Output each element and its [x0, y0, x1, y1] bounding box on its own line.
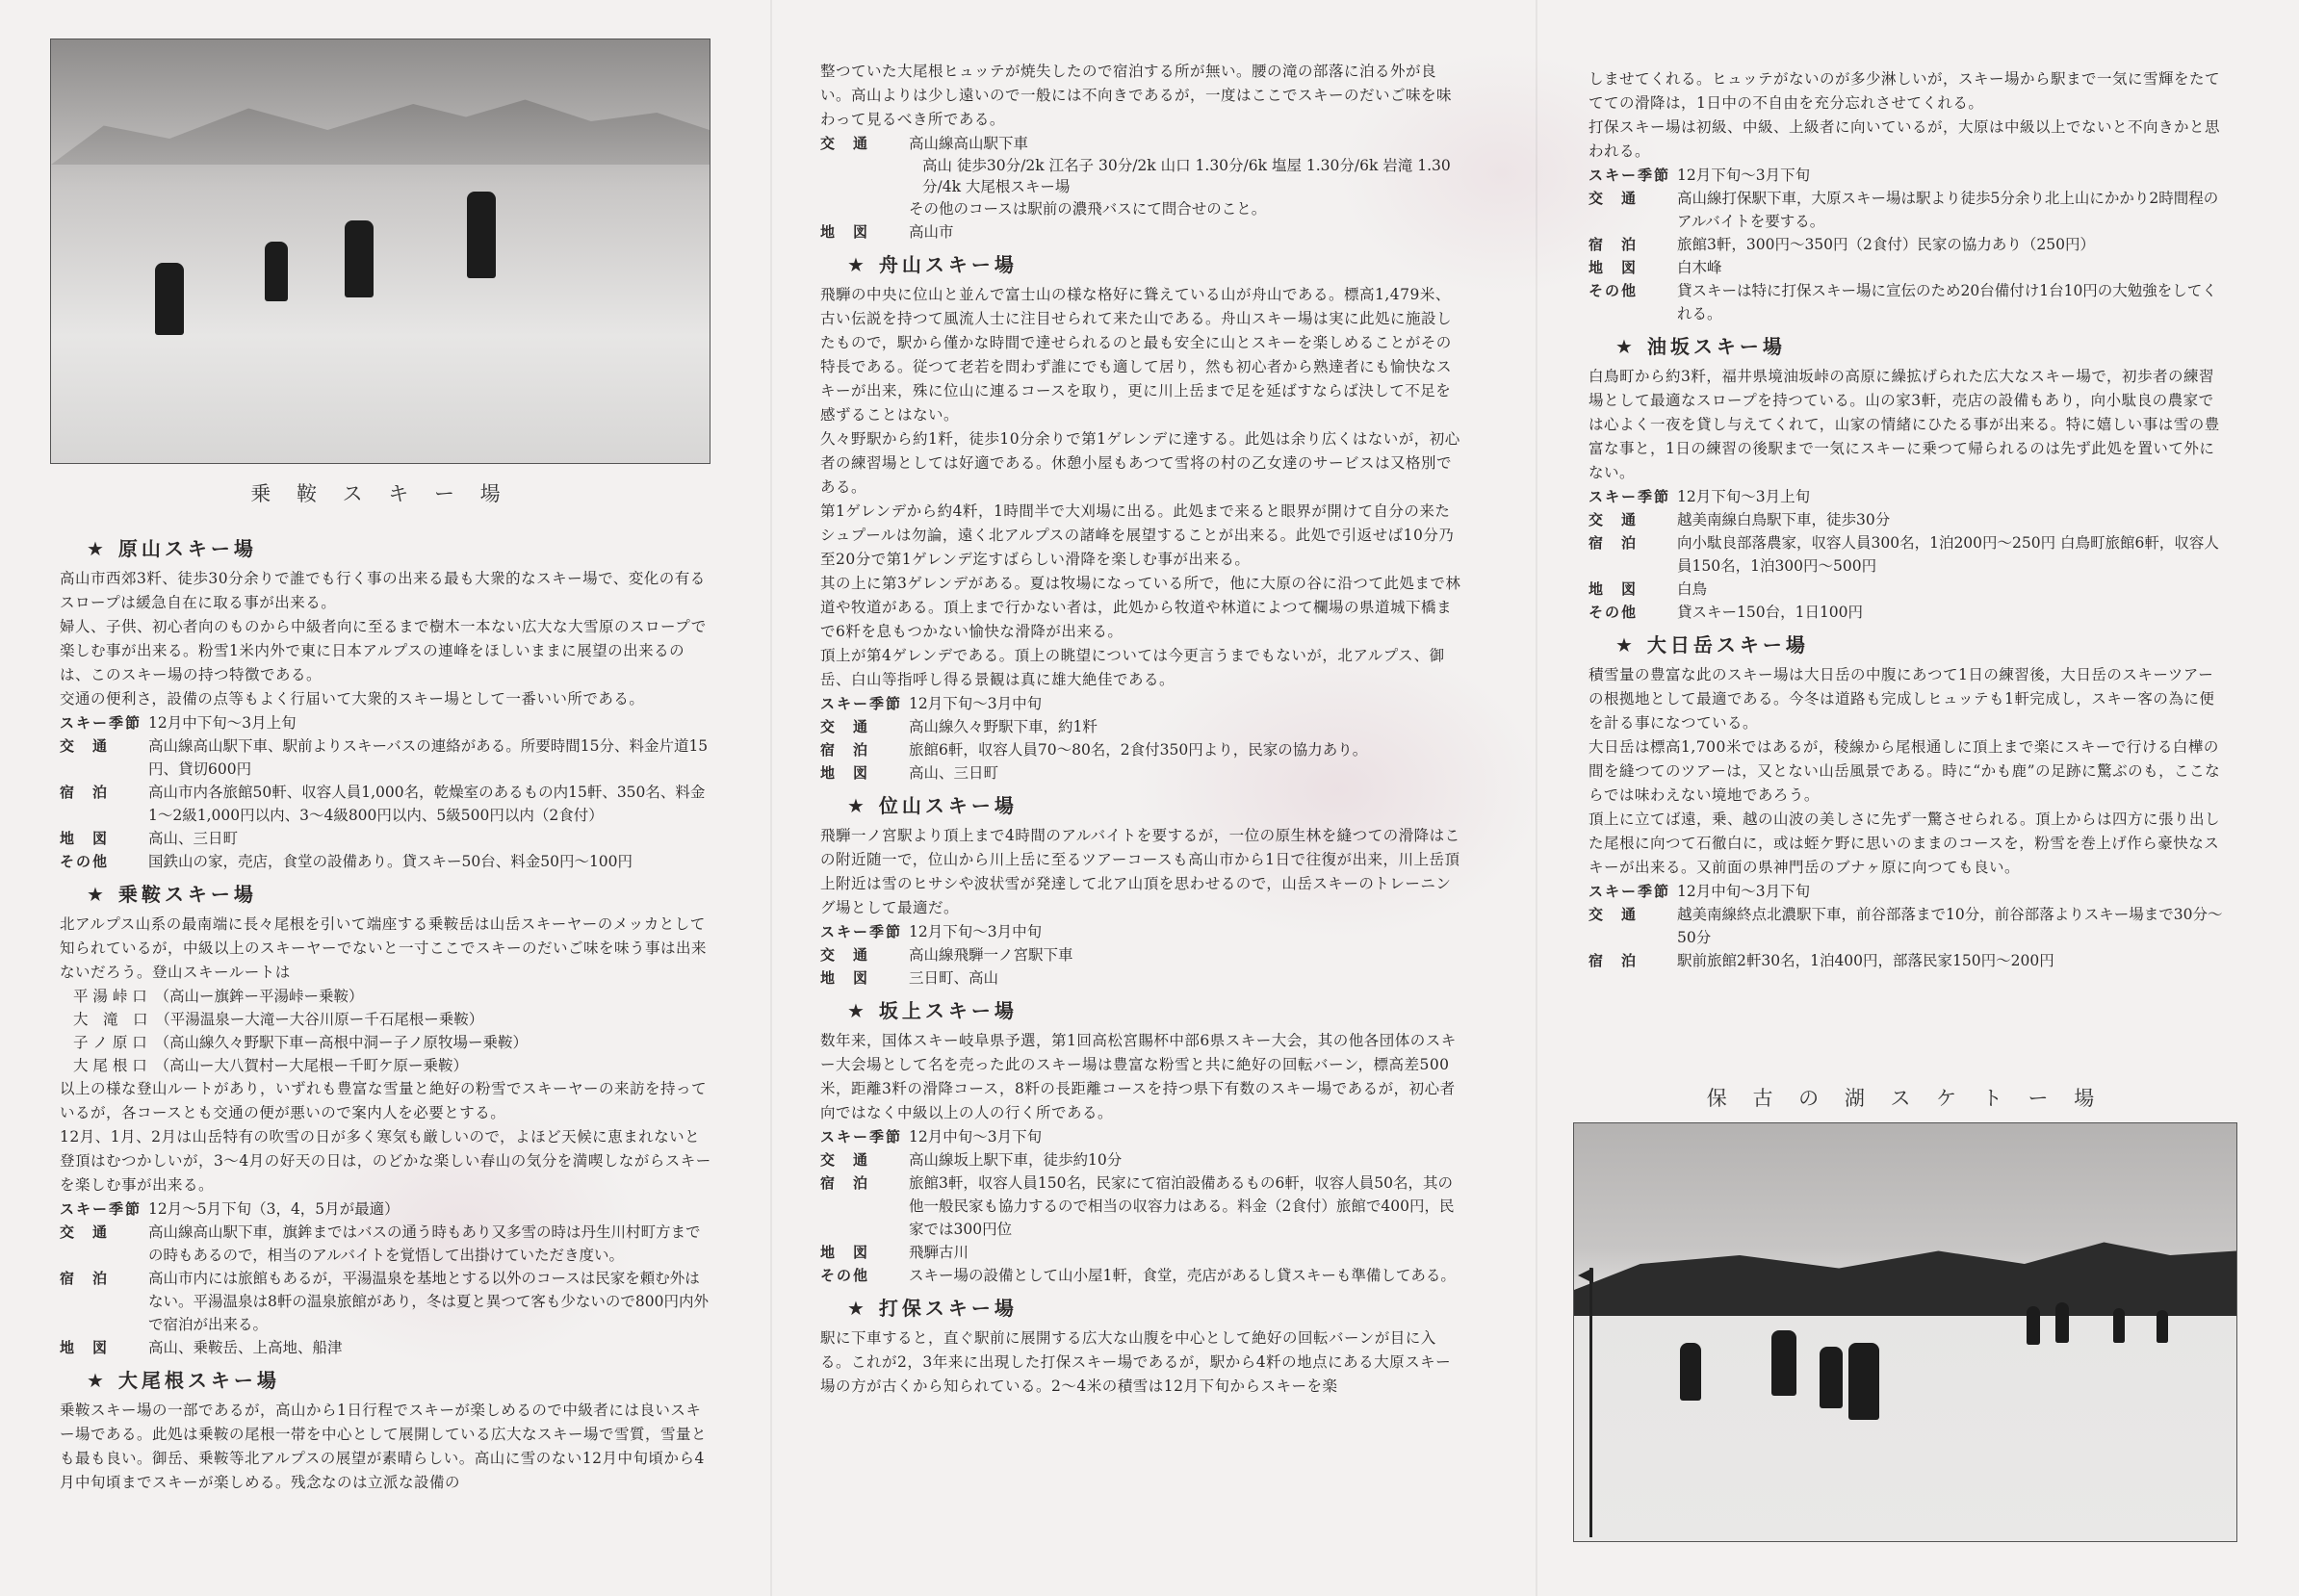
skater-figure — [1771, 1330, 1796, 1396]
info-value: 高山、三日町 — [148, 830, 239, 847]
info-value: 12月下旬〜3月中旬 — [909, 695, 1043, 712]
info-value: 高山市内各旅館50軒、収容人員1,000名，乾燥室のあるもの内15軒、350名、料金1〜2級1,000円以内、3〜4級800円以内、5級500円以内（2食付） — [148, 784, 706, 824]
info-key: 地 図 — [1589, 259, 1639, 276]
norikura-paragraph: 北アルプス山系の最南端に長々尾根を引いて端座する乗鞍岳は山岳スキーヤーのメッカとして知られているが，中級以上のスキーヤーでないと一寸ここでスキーのだいご味を味う事は出来ないだろう。登山スキールートは — [60, 915, 708, 981]
info-value: 白鳥 — [1677, 580, 1708, 598]
info-value: 貸スキー150台，1日100円 — [1677, 604, 1864, 621]
info-key: 交 通 — [820, 718, 870, 735]
skier-figure — [345, 220, 374, 297]
harayama-paragraph: 高山市西郊3粁、徒歩30分余りで誰でも行く事の出来る最も大衆的なスキー場で、変化の有るスロープは緩急自在に取る事が出来る。 — [60, 570, 706, 611]
info-key: スキー季節 — [1589, 883, 1671, 900]
info-value: 12月〜5月下旬（3，4，5月が最適） — [148, 1200, 400, 1218]
sakagami-paragraph: 数年来，国体スキー岐阜県予選，第1回高松宮賜杯中部6県スキー大会，其の他各団体のスキー大会場として名を売った此のスキー場は豊富な粉雪と共に絶好の回転バーン，標高差500米，距離3粁の滑降コース，8粁の長距離コースを持つ県下有数のスキー場であるが，初心者向ではなく中級以上の人の行く所である。 — [820, 1032, 1457, 1121]
skater-figure — [1848, 1343, 1879, 1420]
info-key: 地 図 — [820, 969, 870, 987]
info-value: 越美南線白鳥駅下車，徒歩30分 — [1677, 511, 1891, 528]
info-key: 交 通 — [820, 946, 870, 964]
info-value: 12月下旬〜3月中旬 — [909, 923, 1043, 940]
info-key: 交 通 — [60, 1223, 110, 1241]
fold-line — [770, 0, 772, 1596]
harayama-paragraph: 婦人、子供、初心者向のものから中級者向に至るまで樹木一本ない広大な大雪原のスロープで楽しむ事が出来る。粉雪1米内外で東に日本アルプスの連峰をほしいままに展望の出来るのは、このスキー場の持つ特徴である。 — [60, 618, 707, 683]
info-key: スキー季節 — [60, 1200, 142, 1218]
info-key: 交 通 — [1589, 906, 1639, 923]
info-key: スキー季節 — [820, 923, 903, 940]
oone-info — [820, 132, 1465, 244]
info-key — [820, 197, 909, 220]
info-key: 交 通 — [820, 1151, 870, 1169]
flag-pole — [1589, 1268, 1592, 1537]
info-key: スキー季節 — [820, 695, 903, 712]
info-key: 地 図 — [820, 1244, 870, 1261]
middle-column — [820, 60, 1465, 1399]
norikura-photo — [50, 39, 710, 464]
hoko-lake-photo-caption: 保 古 の 湖 ス ケ ト ー 場 — [1706, 1087, 2105, 1110]
route-item: 大 尾 根 口 （高山ー大八賀村ー大尾根ー千町ケ原ー乗鞍） — [73, 1057, 469, 1074]
route-item: 子 ノ 原 口 （高山線久々野駅下車ー高根中洞ー子ノ原牧場ー乗鞍） — [73, 1034, 529, 1051]
skater-figure — [2055, 1302, 2069, 1343]
info-key: 交 通 — [820, 135, 870, 152]
oone-continued-paragraph: 整つていた大尾根ヒュッテが焼失したので宿泊する所が無い。腰の滝の部落に泊る外が良い。高山よりは少し遠いので一般には不向きであるが，一度はここでスキーのだいご味を味わって見るべき所である。 — [820, 63, 1453, 128]
route-item: 大 滝 口 （平湯温泉ー大滝ー大谷川原ー千石尾根ー乗鞍） — [73, 1011, 484, 1028]
oone-paragraph: 乗鞍スキー場の一部であるが，高山から1日行程でスキーが楽しめるので中級者には良いスキー場である。此処は乗鞍の尾根一帯を中心として展開している広大なスキー場で雪質，雪量とも最も良い。御岳、乗鞍等北アルプスの展望が素晴らしい。高山に雪のない12月中旬頃から4月中旬頃までスキーが楽しめる。残念なのは立派な設備の — [60, 1402, 708, 1491]
info-value: 高山市 — [909, 223, 954, 241]
info-value: 高山線打保駅下車，大原スキー場は駅より徒歩5分余り北上山にかかり2時間程のアルバイトを要する。 — [1677, 190, 2219, 230]
info-value: 越美南線終点北濃駅下車，前谷部落まで10分，前谷部落よりスキー場まで30分〜50分 — [1677, 906, 2223, 946]
info-value: 高山市内には旅館もあるが，平湯温泉を基地とする以外のコースは民家を頼む外はない。平湯温泉は8軒の温泉旅館があり，冬は夏と異つて客も少ないので800円内外で宿泊が出来る。 — [148, 1270, 709, 1333]
norikura-info — [60, 1197, 714, 1359]
info-value: 12月中下旬〜3月上旬 — [148, 714, 297, 732]
skier-figure — [265, 242, 288, 301]
info-value: 駅前旅館2軒30名，1泊400円，部落民家150円〜200円 — [1677, 952, 2054, 969]
flag-icon — [1578, 1268, 1593, 1283]
info-value: 12月中旬〜3月下旬 — [909, 1128, 1043, 1146]
sakagami-info — [820, 1125, 1465, 1287]
info-value: 高山線坂上駅下車，徒歩約10分 — [909, 1151, 1123, 1169]
fold-line — [1536, 0, 1537, 1596]
info-value: 高山、乗鞍岳、上高地、船津 — [148, 1339, 343, 1356]
kuraiyama-info — [820, 920, 1465, 990]
info-value: 旅館3軒，300円〜350円（2食付）民家の協力あり（250円） — [1677, 236, 2095, 253]
skater-figure — [2113, 1308, 2125, 1343]
info-key: その他 — [1589, 604, 1639, 621]
skater-figure — [1820, 1347, 1843, 1408]
info-key: スキー季節 — [820, 1128, 903, 1146]
info-value: 高山、三日町 — [909, 764, 999, 782]
info-value: 12月下旬〜3月上旬 — [1677, 488, 1811, 505]
aburazaka-paragraph: 白鳥町から約3粁，福井県境油坂峠の高原に繰拡げられた広大なスキー場で，初歩者の練習場として最適なスロープを持つている。山の家3軒，売店の設備もあり，向小駄良の農家では心よく一夜を貸し与えてくれて，山家の情緒にひたる事が出来る。特に嬉しい事は雪の豊富な事と，1日の練習の後駅まで一気にスキーに乗つて帰られるのは先ず此処を置いて外にない。 — [1589, 368, 2220, 481]
skater-figure — [1680, 1343, 1701, 1401]
funayama-paragraph: 久々野駅から約1粁，徒歩10分余りで第1ゲレンデに達する。此処は余り広くはないが，初心者の練習場としては好適である。休憩小屋もあつて雪将の村の乙女達のサービスは又格別である。 — [820, 430, 1460, 496]
info-key: 地 図 — [60, 830, 110, 847]
harayama-paragraph: 交通の便利さ，設備の点等もよく行届いて大衆的スキー場として一番いい所である。 — [60, 690, 645, 708]
info-key — [820, 155, 909, 197]
norikura-paragraph: 12月、1月、2月は山岳特有の吹雪の日が多く寒気も厳しいので，よほど天候に恵まれないと登頂はむつかしいが，3〜4月の好天の日は，のどかな楽しい春山の気分を満喫しながらスキーを楽しむ事が出来る。 — [60, 1128, 711, 1194]
info-key: 宿 泊 — [60, 784, 110, 801]
info-value: 高山線高山駅下車，旗鉾まではバスの通う時もあり又多雪の時は丹生川村町方までの時もあるので，相当のアルバイトを覚悟して出掛けていただき度い。 — [148, 1223, 701, 1264]
right-column — [1589, 67, 2228, 972]
info-value: 旅館3軒，収容人員150名，民家にて宿泊設備あるもの6軒，収容人員50名，其の他一般民家も協力するので相当の収容力はある。料金（2食付）旅館で400円，民家では300円位 — [909, 1174, 1455, 1238]
info-key: 地 図 — [60, 1339, 110, 1356]
info-key: その他 — [60, 853, 110, 870]
daho-title: ★ 打保スキー場 — [847, 1297, 1018, 1320]
info-key: 宿 泊 — [820, 1174, 870, 1192]
daho-info — [1589, 164, 2228, 325]
info-key: 地 図 — [820, 764, 870, 782]
info-value: 飛騨古川 — [909, 1244, 969, 1261]
info-key: 地 図 — [820, 223, 870, 241]
skier-figure — [467, 192, 496, 278]
skater-figure — [2157, 1310, 2168, 1343]
info-value: 国鉄山の家，売店，食堂の設備あり。貸スキー50台、料金50円〜100円 — [148, 853, 633, 870]
aburazaka-title: ★ 油坂スキー場 — [1615, 335, 1786, 358]
info-value: その他のコースは駅前の濃飛バスにて問合せのこと。 — [909, 200, 1267, 218]
harayama-section — [60, 528, 714, 1495]
ohinata-info — [1589, 880, 2228, 972]
info-value: 高山線高山駅下車 — [909, 135, 1029, 152]
info-key: 交 通 — [1589, 511, 1639, 528]
kuraiyama-title: ★ 位山スキー場 — [847, 794, 1018, 817]
route-formula: 高山 徒歩30分/2k 江名子 30分/2k 山口 1.30分/6k 塩屋 1.30分/6k 岩滝 1.30分/4k 大尾根スキー場 — [922, 157, 1451, 195]
ohinata-paragraph: 積雪量の豊富な此のスキー場は大日岳の中腹にあつて1日の練習後，大日岳のスキーツアーの根拠地として最適である。今冬は道路も完成しヒュッテも1軒完成し，スキー客の為に便を計る事になつている。 — [1589, 666, 2215, 732]
info-key: その他 — [1589, 282, 1639, 299]
sakagami-title: ★ 坂上スキー場 — [847, 999, 1018, 1022]
info-key: 宿 泊 — [1589, 534, 1639, 552]
info-value: 12月下旬〜3月下旬 — [1677, 167, 1811, 184]
info-value: 向小駄良部落農家，収容人員300名，1泊200円〜250円 白鳥町旅館6軒，収容人員150名，1泊300円〜500円 — [1677, 534, 2219, 575]
info-key: 宿 泊 — [60, 1270, 110, 1287]
info-key: 交 通 — [1589, 190, 1639, 207]
funayama-paragraph: 第1ゲレンデから約4粁，1時間半で大刈場に出る。此処まで来ると眼界が開けて自分の来たシュプールは勿論，遠く北アルプスの諸峰を展望することが出来る。此処で引返せば10分乃至20分で第1ゲレンデ迄すばらしい滑降を楽しむ事が出来る。 — [820, 502, 1455, 568]
info-key: 交 通 — [60, 737, 110, 755]
daho-continued-paragraph: しませてくれる。ヒュッテがないのが多少淋しいが，スキー場から駅まで一気に雪輝をたててての滑降は，1日中の不自由を充分忘れさせてくれる。 — [1589, 70, 2221, 112]
funayama-paragraph: 頂上が第4ゲレンデである。頂上の眺望については今更言うまでもないが，北アルプス、御岳、白山等指呼し得る景観は真に雄大絶佳である。 — [820, 647, 1445, 688]
info-key: その他 — [820, 1267, 870, 1284]
skier-figure — [155, 263, 184, 335]
info-value: 高山線久々野駅下車，約1粁 — [909, 718, 1098, 735]
info-value: 高山線高山駅下車、駅前よりスキーバスの連絡がある。所要時間15分、料金片道15円、貸切600円 — [148, 737, 709, 778]
norikura-photo-caption: 乗 鞍 ス キ ー 場 — [250, 482, 510, 505]
info-value: 貸スキーは特に打保スキー場に宣伝のため20台備付け1台10円の大勉強をしてくれる。 — [1677, 282, 2217, 322]
info-key: スキー季節 — [1589, 167, 1671, 184]
ohinata-paragraph: 大日岳は標高1,700米ではあるが，稜線から尾根通しに頂上まで楽にスキーで行ける白樺の間を縫つてのツアーは，又とない山岳風景である。時に“かも鹿”の足跡に驚ぶのも，ここならでは味わえない境地であろう。 — [1589, 738, 2221, 804]
funayama-paragraph: 飛騨の中央に位山と並んで富士山の様な格好に聳えている山が舟山である。標高1,479米、古い伝説を持つて風流人士に注目せられて来た山である。舟山スキー場は実に此処に施設したもので，駅から僅かな時間で達せられるのと最も安全に山とスキーを楽しめることがその特長である。従つて老若を問わず誰にでも適して居り，然も初心者から熟達者にも愉快なスキーが出来，殊に位山に連るコースを取り，更に川上岳まで足を延ばすならば決して不足を感ずることはない。 — [820, 286, 1453, 424]
info-value: スキー場の設備として山小屋1軒，食堂，売店があるし貸スキーも準備してある。 — [909, 1267, 1456, 1284]
funayama-info — [820, 692, 1465, 785]
route-item: 平 湯 峠 口 （高山ー旗鉾ー平湯峠ー乗鞍） — [73, 988, 364, 1005]
info-key: 地 図 — [1589, 580, 1639, 598]
norikura-routes — [73, 985, 714, 1077]
daho-continued-paragraph: 打保スキー場は初級、中級、上級者に向いているが，大原は中級以上でないと不向きかと思われる。 — [1589, 118, 2221, 160]
kuraiyama-paragraph: 飛騨一ノ宮駅より頂上まで4時間のアルバイトを要するが，一位の原生林を縫つての滑降はこの附近随一で，位山から川上岳に至るツアーコースも高山市から1日で往復が出来，川上岳頂上附近は雪のヒサシや波状雪が発達して北ア山頂を思わせるので，山岳スキーのトレーニング場として最適だ。 — [820, 827, 1460, 916]
ohinata-title: ★ 大日岳スキー場 — [1615, 633, 1809, 656]
funayama-title: ★ 舟山スキー場 — [847, 253, 1018, 276]
oone-title: ★ 大尾根スキー場 — [87, 1369, 280, 1392]
aburazaka-info — [1589, 485, 2228, 624]
ohinata-paragraph: 頂上に立てば遠，乗、越の山波の美しさに先ず一驚させられる。頂上からは四方に張り出した尾根に向つて石徹白に，或は蛭ケ野に思いのままのコースを，粉雪を巻上げ作ら豪快なスキーが出来る。又前面の県神門岳のブナヶ原に向つても良い。 — [1589, 811, 2221, 876]
info-key: 宿 泊 — [820, 741, 870, 759]
info-key: スキー季節 — [1589, 488, 1671, 505]
info-key: 宿 泊 — [1589, 952, 1639, 969]
info-value: 三日町、高山 — [909, 969, 999, 987]
info-key: 宿 泊 — [1589, 236, 1639, 253]
funayama-paragraph: 其の上に第3ゲレンデがある。夏は牧場になっている所で，他に大原の谷に沿つて此処まで林道や牧道がある。頂上まで行かない者は，此処から牧道や林道によつて欄場の県道城下橋まで6粁を息もつかない愉快な滑降が出来る。 — [820, 575, 1461, 640]
info-value: 高山線飛騨一ノ宮駅下車 — [909, 946, 1073, 964]
harayama-info — [60, 711, 714, 873]
hoko-lake-photo — [1573, 1122, 2237, 1542]
harayama-title: ★ 原山スキー場 — [87, 537, 257, 560]
norikura-title: ★ 乗鞍スキー場 — [87, 883, 257, 906]
info-key: スキー季節 — [60, 714, 142, 732]
skater-figure — [2027, 1306, 2040, 1345]
info-value: 旅館6軒，収容人員70〜80名，2食付350円より，民家の協力あり。 — [909, 741, 1368, 759]
norikura-paragraph: 以上の様な登山ルートがあり，いずれも豊富な雪量と絶好の粉雪でスキーヤーの来訪を持っているが，各コースとも交通の便が悪いので案内人を必要とする。 — [60, 1080, 708, 1121]
info-value: 12月中旬〜3月下旬 — [1677, 883, 1811, 900]
info-value: 白木峰 — [1677, 259, 1722, 276]
daho-paragraph: 駅に下車すると，直ぐ駅前に展開する広大な山腹を中心として絶好の回転バーンが目に入る。これが2，3年来に出現した打保スキー場であるが，駅から4粁の地点にある大原スキー場の方が古くから知られている。2〜4米の積雪は12月下旬からスキーを楽 — [820, 1329, 1452, 1395]
